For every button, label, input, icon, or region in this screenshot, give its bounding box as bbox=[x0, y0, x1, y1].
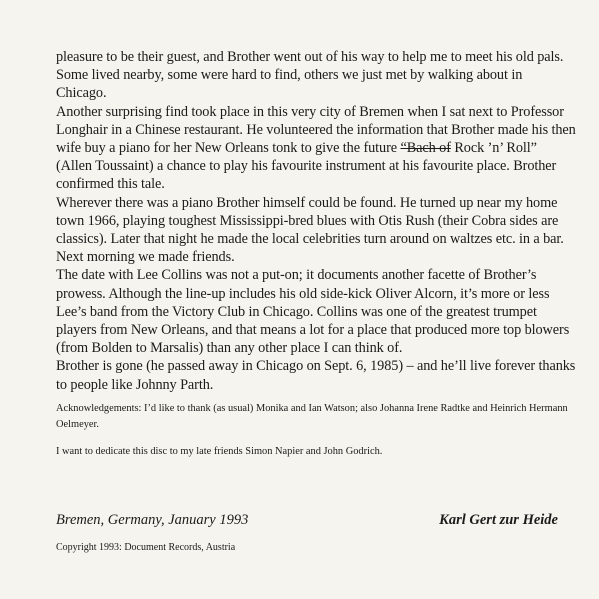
place-date: Bremen, Germany, January 1993 bbox=[56, 512, 249, 528]
paragraph-longhair-main: Another surprising find took place in this very city of Bremen when I sat next to Professor Longhair in a Chinese restaurant. He volunteered the information that Brother made his then wife buy a piano for her New Orleans tonk to give the future bbox=[56, 103, 576, 157]
dedication: I want to dedicate this disc to my late friends Simon Napier and John Godrich. bbox=[56, 445, 383, 457]
paragraph-lee-collins: The date with Lee Collins was not a put-on; it documents another facette of Brother’s prowess. Although the line-up includes his old side-kick Oliver Alcorn, it’s more or less Lee’s band from the Victory Club in Chicago. Collins was one of the greatest trumpet players from New Orleans, and that means a lot for a place that produced more top blowers (from Bolden to Marsalis) than any other place I can think of. bbox=[56, 267, 570, 357]
paragraph-brother-gone: Brother is gone (he passed away in Chicago on Sept. 6, 1985) – and he’ll live forever thanks to people like Johnny Parth. bbox=[56, 358, 576, 393]
paragraph-longhair-end: Rock ’n’ Roll” (Allen Toussaint) a chance to play his favourite instrument at his favourite place. Brother confirmed this tale. bbox=[56, 140, 557, 193]
signature-row bbox=[56, 512, 576, 536]
liner-notes-page bbox=[56, 48, 576, 460]
paragraph-longhair bbox=[56, 103, 576, 194]
paragraph-piano: Wherever there was a piano Brother himself could be found. He turned up near my home town 1966, playing toughest Mississippi-bred blues with Otis Rush (their Cobra sides are classics). Later that night he made the local celebrities turn around on waltzes etc. in a bar. Next morning we made friends. bbox=[56, 194, 564, 266]
author-name: Karl Gert zur Heide bbox=[439, 512, 558, 528]
struck-text: “Bach of bbox=[400, 140, 451, 157]
acknowledgements: Acknowledgements: I’d like to thank (as usual) Monika and Ian Watson; also Johanna Irene Radtke and Heinrich Hermann Oelmeyer. bbox=[56, 402, 568, 430]
body-text bbox=[56, 48, 576, 394]
copyright-notice: Copyright 1993: Document Records, Austria bbox=[56, 542, 236, 553]
paragraph-pals: pleasure to be their guest, and Brother went out of his way to help me to meet his old pals. Some lived nearby, some were hard to find, others we just met by walking about in Chicago. bbox=[56, 49, 564, 102]
